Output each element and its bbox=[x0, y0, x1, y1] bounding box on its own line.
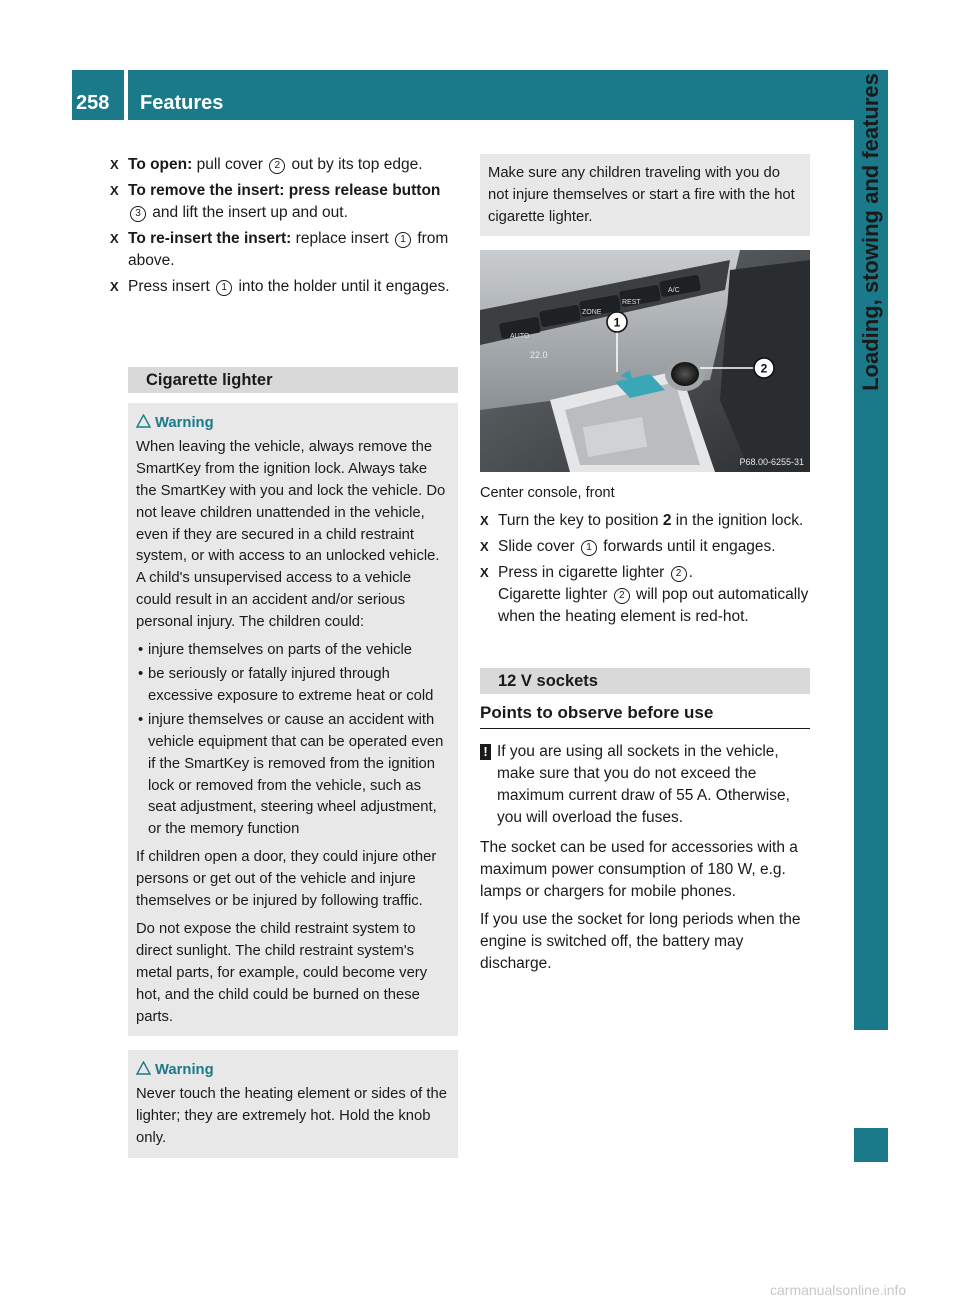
warning-paragraph: Never touch the heating element or sides of the lighter; they are extremely hot. Hold the knob only. bbox=[136, 1086, 447, 1147]
rest-button-label: REST bbox=[622, 299, 641, 306]
step-slide-cover: X Slide cover 1 forwards until it engages. bbox=[480, 536, 810, 558]
zone-button-label: ZONE bbox=[582, 309, 602, 316]
warning-paragraph: Do not expose the child restraint system to direct sunlight. The child restraint system's metal parts, for example, could become very hot, and the child could be burned on these parts. bbox=[136, 920, 428, 1025]
page-number: 258 bbox=[76, 92, 110, 114]
photo-code: P68.00-6255-31 bbox=[739, 457, 804, 467]
child-safety-note: Make sure any children traveling with you do not injure themselves or start a fire with the hot cigarette lighter. bbox=[480, 154, 810, 236]
callout-3-icon: 3 bbox=[130, 206, 146, 222]
step-arrow-icon: X bbox=[110, 279, 119, 294]
warning-box-heat bbox=[128, 1050, 458, 1158]
ac-button-label: A/C bbox=[668, 287, 680, 294]
warning-paragraph: When leaving the vehicle, always remove the SmartKey from the ignition lock. Always take the SmartKey with you and lock the vehicle. Do not leave children unattended in the vehicle, even if they are secured in a child restraint system, or with access to an unlocked vehicle. A child's unsupervised access to a vehicle could result in an accident and/or serious personal injury. The children could: bbox=[136, 438, 446, 631]
section-title-12v-sockets: 12 V sockets bbox=[480, 668, 810, 694]
warning-triangle-icon bbox=[136, 414, 151, 428]
callout-2-icon: 2 bbox=[760, 361, 768, 376]
right-column bbox=[480, 154, 810, 975]
warning-triangle-icon bbox=[136, 1061, 151, 1075]
socket-usage-paragraph: The socket can be used for accessories with a maximum power consumption of 180 W, e.g. lamps or chargers for mobile phones. bbox=[480, 839, 798, 900]
step-arrow-icon: X bbox=[110, 157, 119, 172]
side-tab-label: Loading, stowing and features bbox=[858, 73, 883, 391]
left-lower-column bbox=[128, 367, 458, 1158]
watermark: carmanualsonline.info bbox=[770, 1282, 907, 1298]
battery-paragraph: If you use the socket for long periods when the engine is switched off, the battery may discharge. bbox=[480, 911, 801, 972]
section-title-cigarette-lighter: Cigarette lighter bbox=[128, 367, 458, 393]
step-open: X To open: pull cover 2 out by its top edge. bbox=[110, 154, 460, 176]
warning-bullet: • injure themselves or cause an accident with vehicle equipment that can be operated even if the SmartKey is removed from the ignition lock or removed from the vehicle, such as seat adjustment, steering wheel adjustment, or the memory function bbox=[136, 710, 450, 841]
step-press-lighter: X Press in cigarette lighter 2 . Cigarette lighter 2 will pop out automatically when the heating element is red-hot. bbox=[480, 564, 809, 625]
step-remove-insert: X To remove the insert: press release button 3 and lift the insert up and out. bbox=[110, 182, 441, 221]
step-arrow-icon: X bbox=[110, 231, 119, 246]
header-divider bbox=[124, 70, 128, 120]
center-console-photo bbox=[480, 250, 810, 472]
warning-paragraph: If children open a door, they could injure other persons or get out of the vehicle and injure themselves or be injured by following traffic. bbox=[136, 849, 437, 910]
center-console-illustration bbox=[480, 250, 810, 472]
side-tab-marker bbox=[854, 1128, 888, 1162]
warning-bullet: • be seriously or fatally injured through excessive exposure to extreme heat or cold bbox=[136, 664, 450, 708]
page-title: Features bbox=[140, 92, 224, 114]
callout-2-icon: 2 bbox=[269, 158, 285, 174]
subsection-title: Points to observe before use bbox=[480, 702, 810, 729]
warning-bullet: • injure themselves on parts of the vehicle bbox=[136, 640, 450, 662]
step-arrow-icon: X bbox=[110, 183, 119, 198]
callout-1-icon: 1 bbox=[216, 280, 232, 296]
step-press-insert: X Press insert 1 into the holder until it engages. bbox=[110, 276, 460, 298]
photo-caption: Center console, front bbox=[480, 485, 615, 501]
warning-box bbox=[128, 403, 458, 1036]
step-arrow-icon: X bbox=[480, 565, 489, 580]
step-arrow-icon: X bbox=[480, 539, 489, 554]
notice: ! If you are using all sockets in the vehicle, make sure that you do not exceed the maximum current draw of 55 A. Otherwise, you will overload the fuses. bbox=[480, 741, 810, 829]
step-arrow-icon: X bbox=[480, 513, 489, 528]
left-column bbox=[110, 154, 460, 302]
auto-button-label: AUTO bbox=[510, 333, 530, 340]
notice-exclamation-icon: ! bbox=[480, 744, 491, 760]
step-turn-key: X Turn the key to position 2 in the ignition lock. bbox=[480, 510, 810, 532]
callout-2-icon: 2 bbox=[614, 588, 630, 604]
callout-1-icon: 1 bbox=[613, 315, 621, 330]
callout-1-icon: 1 bbox=[581, 540, 597, 556]
temperature-display: 22.0 bbox=[530, 350, 548, 360]
warning-title: Warning bbox=[155, 1062, 214, 1079]
warning-title: Warning bbox=[155, 415, 214, 431]
callout-2-icon: 2 bbox=[671, 566, 687, 582]
callout-1-icon: 1 bbox=[395, 232, 411, 248]
step-reinsert: X To re-insert the insert: replace insert 1 from above. bbox=[110, 230, 449, 269]
